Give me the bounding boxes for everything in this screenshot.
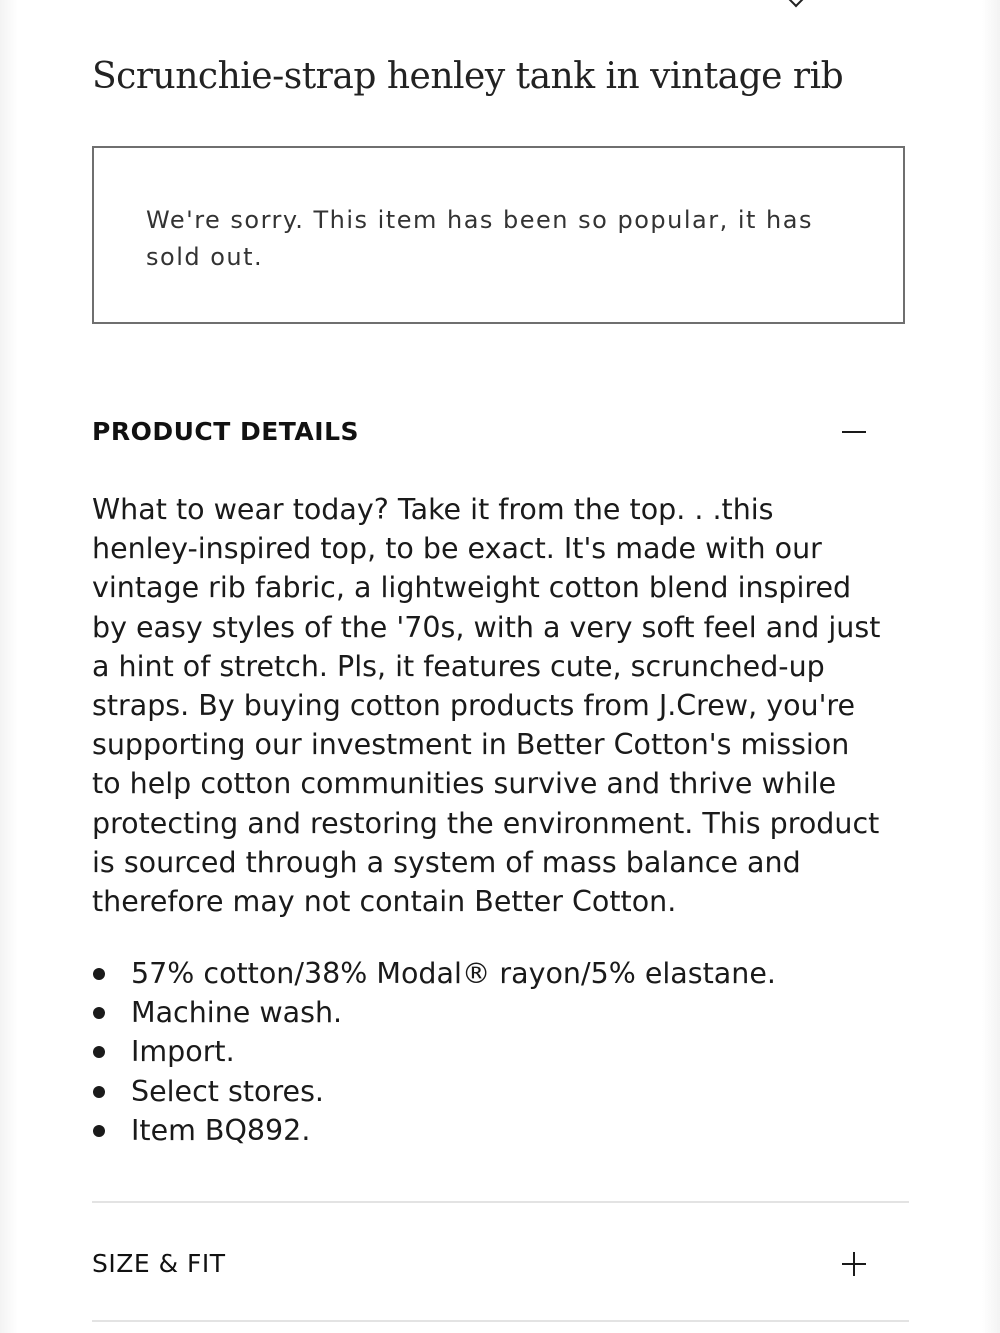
right-edge-shade [982,0,1000,1333]
list-item [92,1072,776,1111]
spec-text: Machine wash. [131,996,343,1030]
spec-text: Import. [131,1035,235,1069]
section-divider [92,1320,909,1322]
minus-icon [840,412,868,452]
spec-text: Item BQ892. [131,1113,311,1147]
sold-out-message: We're sorry. This item has been so popular, it has sold out. [146,206,813,271]
product-title: Scrunchie-strap henley tank in vintage rib [92,56,844,97]
product-details-heading: PRODUCT DETAILS [92,417,360,446]
bullet-icon [93,1086,105,1098]
list-item [92,954,776,993]
chevron-down-icon[interactable] [785,0,808,7]
product-details-toggle[interactable] [92,412,868,452]
bullet-icon [93,1046,105,1058]
product-description: What to wear today? Take it from the top. . .this henley-inspired top, to be exact. It's made with our vintage rib fabric, a lightweight cotton blend inspired by easy styles of the '70s, with a very soft feel and just a hint of stretch. Pls, it features cute, scrunched-up straps. By buying cotton products from J.Crew, you're supporting our investment in Better Cotton's mission to help cotton communities survive and thrive while protecting and restoring the environment. This product is sourced through a system of mass balance and therefore may not contain Better Cotton. [92,493,881,919]
sold-out-notice [92,146,905,324]
list-item [92,1111,776,1150]
left-edge-shade [0,0,18,1333]
product-specs-list [92,954,776,1150]
bullet-icon [93,968,105,980]
bullet-icon [93,1007,105,1019]
size-fit-toggle[interactable] [92,1244,868,1284]
size-fit-heading: SIZE & FIT [92,1249,226,1278]
spec-text: 57% cotton/38% Modal® rayon/5% elastane. [131,957,776,990]
list-item [92,1032,776,1071]
bullet-icon [93,1125,105,1137]
spec-text: Select stores. [131,1074,324,1108]
list-item [92,993,776,1032]
section-divider [92,1201,909,1203]
plus-icon [840,1244,868,1284]
